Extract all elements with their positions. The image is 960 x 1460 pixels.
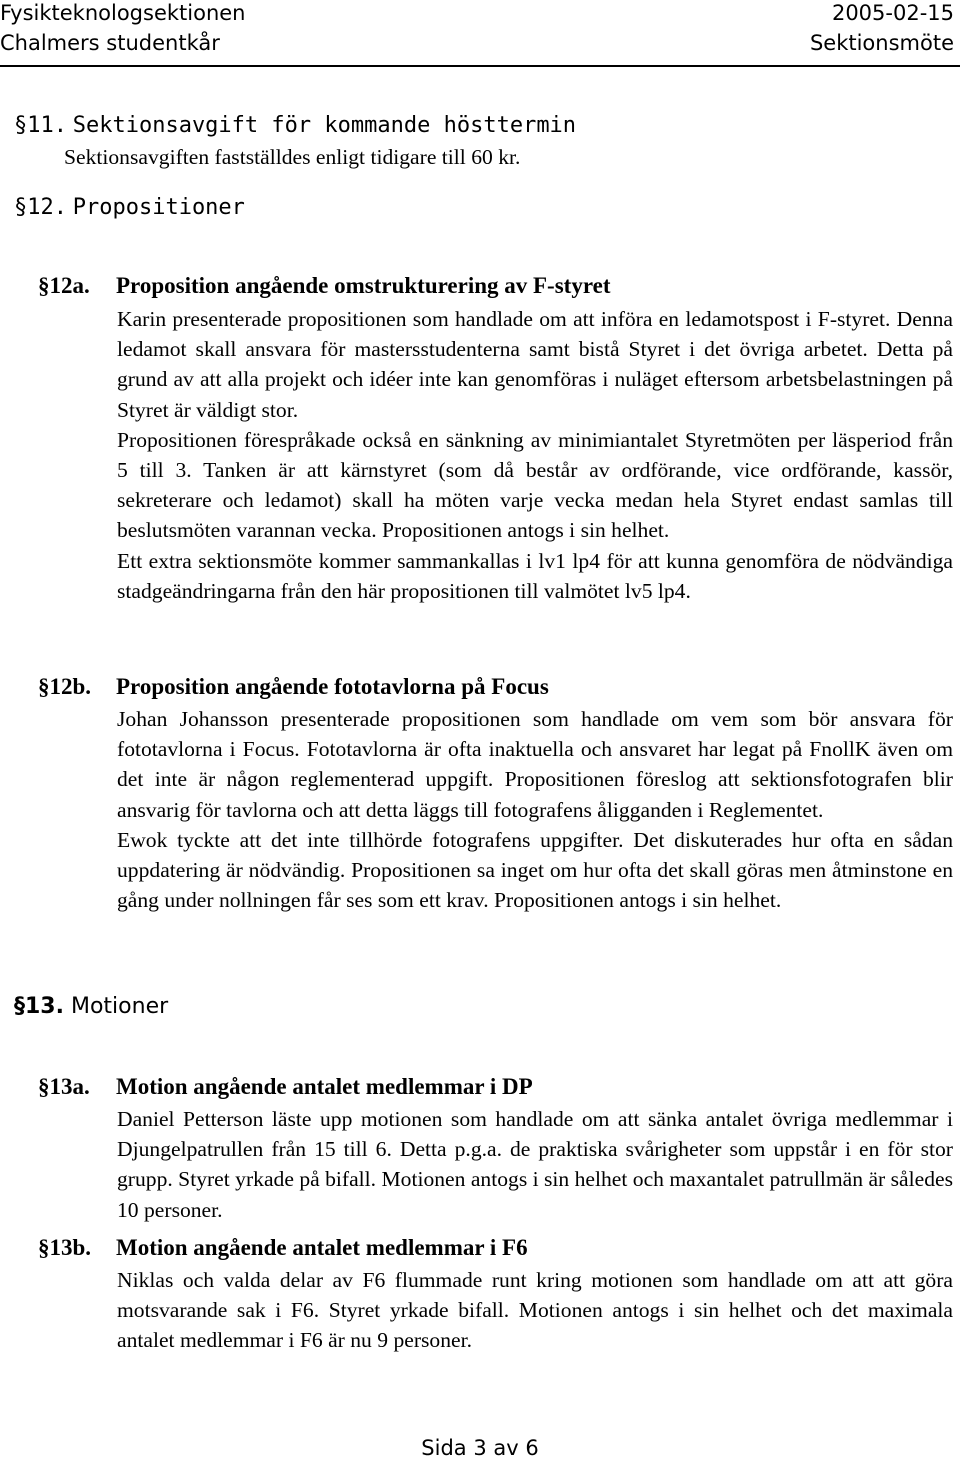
section-body [117, 1104, 953, 1225]
section-heading [14, 112, 576, 138]
section-number: §11. [14, 113, 67, 138]
section-title: Sektionsavgift för kommande hösttermin [72, 113, 577, 138]
section-body [64, 142, 944, 172]
paragraph: Niklas och valda delar av F6 flummade runt kring motionen som handlade om att att göra motsvarande sak i F6. Styret yrkade bifall. Motionen antogs i sin helhet och det maximala antalet medlemmar i F6 är nu 9 personer. [117, 1268, 953, 1353]
paragraph: Ewok tyckte att det inte tillhörde fotografens uppgifter. Det diskuterades hur ofta en sådan uppdatering är nödvändig. Propositionen sa inget om hur ofta det skall göras men åtminstone en gång under nollningen får ses som ett krav. Propositionen antogs i sin helhet. [117, 827, 953, 913]
section-number: §13b. [38, 1235, 92, 1260]
section-heading [14, 994, 168, 1019]
paragraph: Daniel Petterson läste upp motionen som handlade om att sänka antalet övriga medlemmar i Djungelpatrullen från 15 till 6. Detta p.g.a. de praktiska svårigheter som uppstår i en för stor grupp. Styret yrkade på bifall. Motionen antogs i sin helhet och maxantalet patrullmän är således 10 personer. [117, 1107, 953, 1222]
section-number: §12a. [38, 273, 90, 298]
section-title: Propositioner [72, 195, 245, 220]
section-title: Motion angående antalet medlemmar i DP [116, 1074, 533, 1099]
header-date: 2005-02-15 [831, 1, 954, 25]
subsection-heading [38, 674, 549, 700]
section-title: Proposition angående omstrukturering av F-styret [116, 273, 611, 298]
section-body [117, 1265, 953, 1356]
section-body [117, 704, 953, 915]
header-meeting-type: Sektionsmöte [809, 31, 954, 55]
section-number: §12b. [38, 674, 92, 699]
section-title: Motioner [70, 994, 169, 1019]
subsection-heading [38, 1235, 528, 1261]
paragraph: Johan Johansson presenterade propositionen som handlade om vem som bör ansvara för fototavlorna i Focus. Fototavlorna är ofta inaktuella och ansvaret har legat på FnollK även om det inte är någon reglementerad uppgift. Propositionen föreslog att sektionsfotografen blir ansvarig för tavlorna och att detta läggs till fotografens åligganden i Reglementet. [117, 707, 953, 822]
section-number: §12. [14, 195, 67, 220]
header-section-name: Fysikteknologsektionen [0, 1, 246, 25]
paragraph: Sektionsavgiften fastställdes enligt tidigare till 60 kr. [64, 145, 521, 169]
paragraph: Propositionen förespråkade också en sänkning av minimiantalet Styretmöten per läsperiod från 5 till 3. Tanken är att kärnstyret (som då består av ordförande, vice ordförande, kassör, sekreterare och ledamot) skall ha möten varje vecka medan hela Styret endast samlas till beslutsmöten varannan vecka. Propositionen antogs i sin helhet. [117, 427, 953, 543]
subsection-heading [38, 1074, 533, 1100]
section-heading [14, 194, 245, 220]
page-number: Sida 3 av 6 [421, 1436, 539, 1460]
paragraph: Karin presenterade propositionen som handlade om att införa en ledamotspost i F-styret. Denna ledamot skall ansvara för mastersstudenterna samt bistå Styret i det övriga arbetet. Detta på grund av att alla projekt och idéer inte kan genomföras i nuläget eftersom arbetsbelastningen på Styret är väldigt stor. [117, 307, 953, 422]
section-title: Proposition angående fototavlorna på Focus [116, 674, 549, 699]
header-rule [0, 65, 960, 67]
section-number: §13. [14, 994, 64, 1019]
section-body [117, 304, 953, 606]
paragraph: Ett extra sektionsmöte kommer sammankallas i lv1 lp4 för att kunna genomföra de nödvändiga stadgeändringarna från den här propositionen till valmötet lv5 lp4. [117, 548, 953, 603]
section-title: Motion angående antalet medlemmar i F6 [116, 1235, 528, 1260]
section-number: §13a. [38, 1074, 90, 1099]
header-org-name: Chalmers studentkår [0, 31, 220, 55]
subsection-heading [38, 273, 611, 299]
